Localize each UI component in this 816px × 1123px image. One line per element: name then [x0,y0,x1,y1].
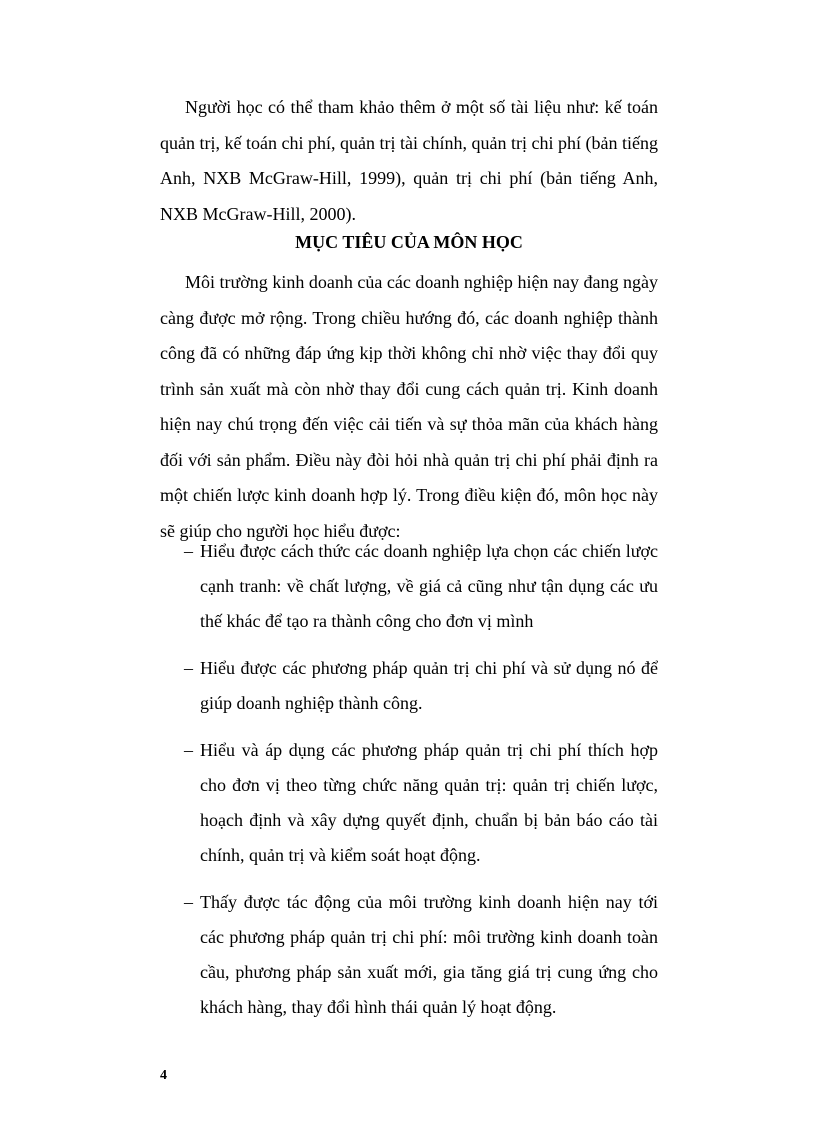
page-number: 4 [160,1068,167,1083]
list-item [160,534,658,639]
bullet-dash: – [184,740,193,760]
list-item-text: Hiểu được cách thức các doanh nghiệp lựa chọn các chiến lược cạnh tranh: về chất lượng, về giá cả cũng như tận dụng các ưu thế khác để tạo ra thành công cho đơn vị mình [200,541,658,631]
section-heading: MỤC TIÊU CỦA MÔN HỌC [295,232,523,252]
bullet-dash: – [184,892,193,912]
list-item-text: Hiểu và áp dụng các phương pháp quản trị chi phí thích hợp cho đơn vị theo từng chức năng quản trị: quản trị chiến lược, hoạch định và xây dựng quyết định, chuẩn bị bản báo cáo tài chính, quản trị và kiểm soát hoạt động. [200,740,658,865]
list-item-text: Thấy được tác động của môi trường kinh doanh hiện nay tới các phương pháp quản trị chi phí: môi trường kinh doanh toàn cầu, phương pháp sản xuất mới, gia tăng giá trị cung ứng cho khách hàng, thay đổi hình thái quản lý hoạt động. [200,892,658,1017]
list-item [160,651,658,721]
objectives-list [160,534,658,1037]
list-item [160,885,658,1025]
list-item-text: Hiểu được các phương pháp quản trị chi phí và sử dụng nó để giúp doanh nghiệp thành công. [200,658,658,713]
objective-paragraph: Môi trường kinh doanh của các doanh nghiệp hiện nay đang ngày càng được mở rộng. Trong chiều hướng đó, các doanh nghiệp thành công đã có những đáp ứng kịp thời không chỉ nhờ việc thay đổi quy trình sản xuất mà còn nhờ thay đổi cung cách quản trị. Kinh doanh hiện nay chú trọng đến việc cải tiến và sự thỏa mãn của khách hàng đối với sản phẩm. Điều này đòi hỏi nhà quản trị chi phí phải định ra một chiến lược kinh doanh hợp lý. Trong điều kiện đó, môn học này sẽ giúp cho người học hiểu được: [160,272,658,541]
bullet-dash: – [184,658,193,678]
intro-paragraph: Người học có thể tham khảo thêm ở một số tài liệu như: kế toán quản trị, kế toán chi phí, quản trị tài chính, quản trị chi phí (bản tiếng Anh, NXB McGraw-Hill, 1999), quản trị chi phí (bản tiếng Anh, NXB McGraw-Hill, 2000). [160,97,658,224]
list-item [160,733,658,873]
bullet-dash: – [184,541,193,561]
